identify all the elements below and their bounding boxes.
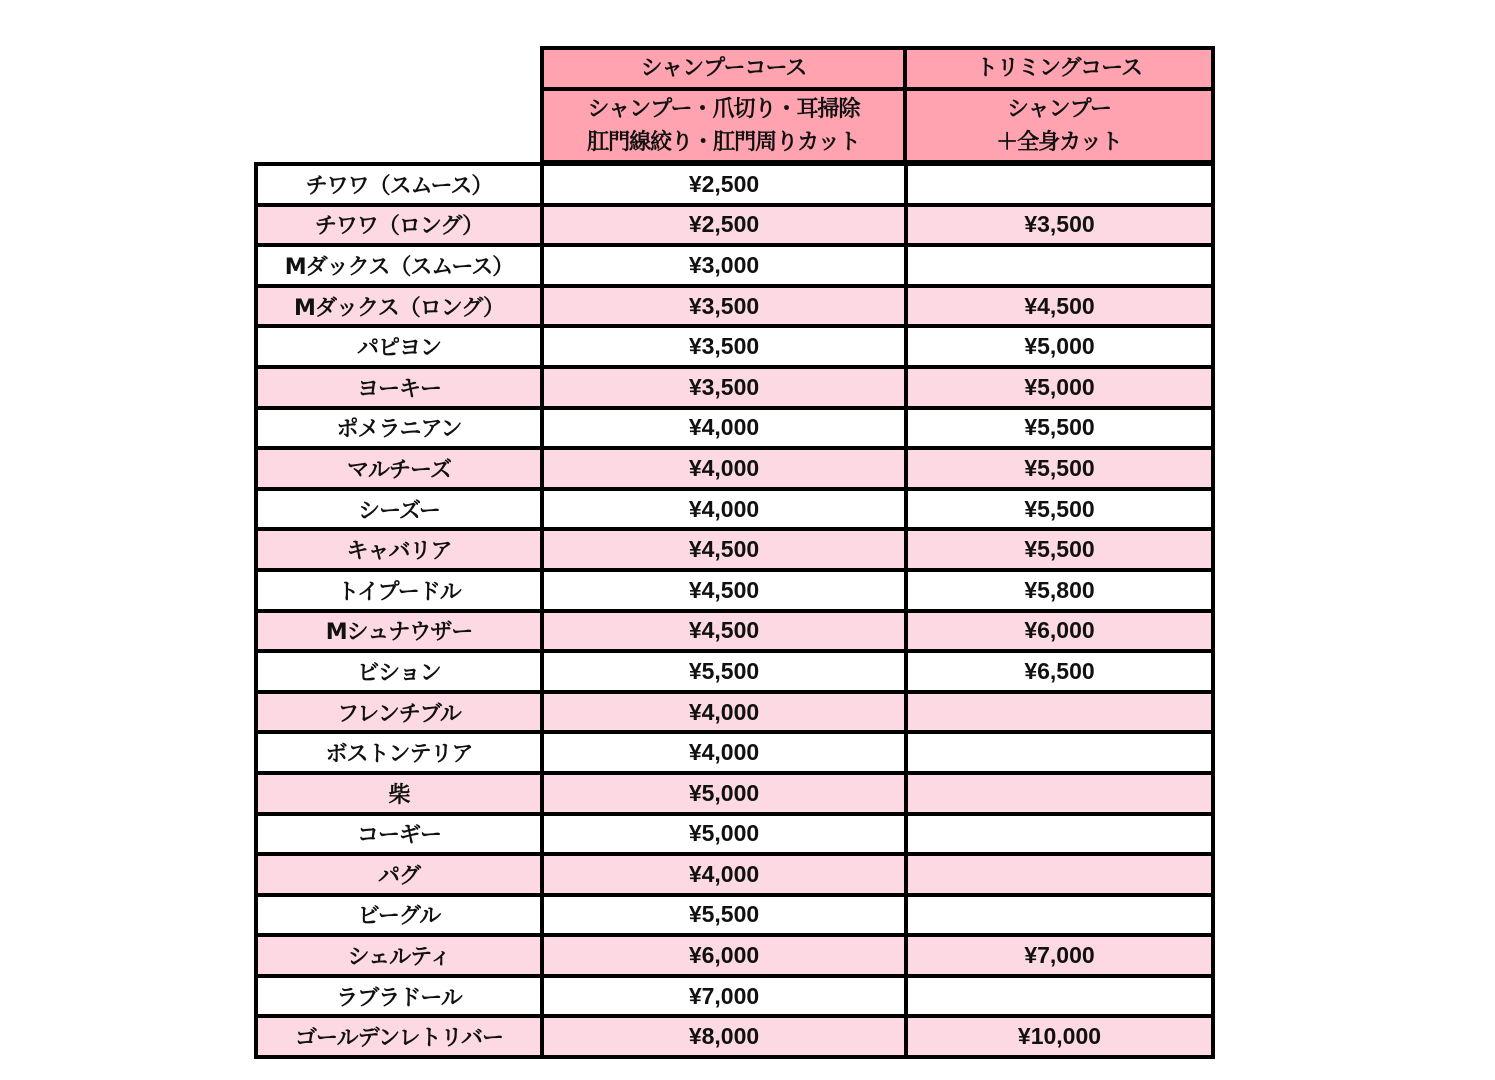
breed-cell: ゴールデンレトリバー: [258, 1018, 544, 1055]
breed-cell: チワワ（ロング）: [258, 207, 544, 244]
shampoo-price-cell: ¥4,000: [544, 856, 908, 893]
table-row: [258, 328, 1211, 369]
table-row: [258, 694, 1211, 735]
trimming-price-cell: [908, 694, 1211, 731]
table-row: [258, 288, 1211, 329]
table-row: [258, 816, 1211, 857]
shampoo-course-description: [544, 91, 907, 160]
trimming-desc-line2: ＋全身カット: [996, 129, 1122, 155]
trimming-price-cell: [908, 734, 1211, 771]
table-row: [258, 247, 1211, 288]
shampoo-price-cell: ¥4,000: [544, 450, 908, 487]
shampoo-price-cell: ¥5,500: [544, 897, 908, 934]
trimming-desc-line1: シャンプー: [1007, 96, 1111, 122]
trimming-price-cell: ¥5,800: [1024, 576, 1095, 603]
trimming-price-cell: [908, 856, 1211, 893]
table-row: [258, 775, 1211, 816]
breed-cell: Mダックス（ロング）: [258, 288, 544, 325]
breed-cell: 柴: [258, 775, 544, 812]
shampoo-price-cell: ¥4,000: [544, 410, 908, 447]
table-row: [258, 166, 1211, 207]
breed-cell: トイプードル: [258, 572, 544, 609]
shampoo-course-title: シャンプーコース: [544, 50, 907, 91]
shampoo-price-cell: ¥4,500: [544, 613, 908, 650]
shampoo-price-cell: ¥5,500: [544, 653, 908, 690]
breed-cell: フレンチブル: [258, 694, 544, 731]
shampoo-price-cell: ¥6,000: [544, 937, 908, 974]
price-table-body: [254, 162, 1215, 1059]
trimming-price-cell: ¥5,000: [1024, 373, 1095, 400]
shampoo-price-cell: ¥8,000: [544, 1018, 908, 1055]
shampoo-price-cell: ¥3,500: [544, 328, 908, 365]
breed-cell: パピヨン: [258, 328, 544, 365]
shampoo-price-cell: ¥3,500: [544, 369, 908, 406]
breed-cell: シーズー: [258, 491, 544, 528]
trimming-price-cell: ¥7,000: [1024, 942, 1095, 969]
shampoo-price-cell: ¥3,000: [544, 247, 908, 284]
table-row: [258, 734, 1211, 775]
breed-cell: パグ: [258, 856, 544, 893]
course-header: [540, 46, 1215, 164]
table-row: [258, 978, 1211, 1019]
breed-cell: コーギー: [258, 816, 544, 853]
shampoo-price-cell: ¥5,000: [544, 816, 908, 853]
table-row: [258, 572, 1211, 613]
trimming-price-cell: [908, 816, 1211, 853]
table-row: [258, 1018, 1211, 1055]
trimming-price-cell: ¥10,000: [1017, 1023, 1102, 1050]
breed-cell: ポメラニアン: [258, 410, 544, 447]
table-row: [258, 613, 1211, 654]
breed-cell: Mダックス（スムース）: [258, 247, 544, 284]
shampoo-desc-line2: 肛門線絞り・肛門周りカット: [587, 129, 860, 155]
shampoo-price-cell: ¥4,500: [544, 531, 908, 568]
trimming-price-cell: ¥5,500: [1024, 454, 1095, 481]
table-row: [258, 897, 1211, 938]
breed-cell: Mシュナウザー: [258, 613, 544, 650]
table-row: [258, 450, 1211, 491]
shampoo-price-cell: ¥3,500: [544, 288, 908, 325]
trimming-price-cell: ¥6,500: [1024, 657, 1095, 684]
shampoo-price-cell: ¥4,000: [544, 694, 908, 731]
trimming-price-cell: ¥5,500: [1024, 536, 1095, 563]
trimming-price-cell: ¥3,500: [1024, 211, 1095, 238]
breed-cell: シェルティ: [258, 937, 544, 974]
trimming-price-cell: ¥6,000: [1024, 617, 1095, 644]
shampoo-price-cell: ¥5,000: [544, 775, 908, 812]
shampoo-price-cell: ¥2,500: [544, 207, 908, 244]
table-row: [258, 653, 1211, 694]
shampoo-price-cell: ¥4,000: [544, 734, 908, 771]
table-row: [258, 369, 1211, 410]
shampoo-price-cell: ¥4,000: [544, 491, 908, 528]
breed-cell: チワワ（スムース）: [258, 166, 544, 203]
trimming-course-title: トリミングコース: [907, 50, 1211, 91]
breed-cell: マルチーズ: [258, 450, 544, 487]
trimming-price-cell: ¥5,500: [1024, 495, 1095, 522]
trimming-price-cell: [908, 247, 1211, 284]
breed-cell: ボストンテリア: [258, 734, 544, 771]
table-row: [258, 856, 1211, 897]
table-row: [258, 207, 1211, 248]
trimming-price-cell: ¥4,500: [1024, 292, 1095, 319]
trimming-price-cell: ¥5,500: [1024, 414, 1095, 441]
table-row: [258, 937, 1211, 978]
trimming-price-cell: [908, 978, 1211, 1015]
table-row: [258, 491, 1211, 532]
trimming-price-cell: [908, 775, 1211, 812]
shampoo-desc-line1: シャンプー・爪切り・耳掃除: [587, 96, 860, 122]
breed-cell: キャバリア: [258, 531, 544, 568]
table-row: [258, 410, 1211, 451]
trimming-course-description: [907, 91, 1211, 160]
breed-cell: ビション: [258, 653, 544, 690]
breed-cell: ラブラドール: [258, 978, 544, 1015]
shampoo-price-cell: ¥2,500: [544, 166, 908, 203]
table-row: [258, 531, 1211, 572]
trimming-price-cell: ¥5,000: [1024, 333, 1095, 360]
breed-cell: ビーグル: [258, 897, 544, 934]
trimming-price-cell: [908, 897, 1211, 934]
breed-cell: ヨーキー: [258, 369, 544, 406]
shampoo-price-cell: ¥4,500: [544, 572, 908, 609]
shampoo-price-cell: ¥7,000: [544, 978, 908, 1015]
trimming-price-cell: [908, 166, 1211, 203]
